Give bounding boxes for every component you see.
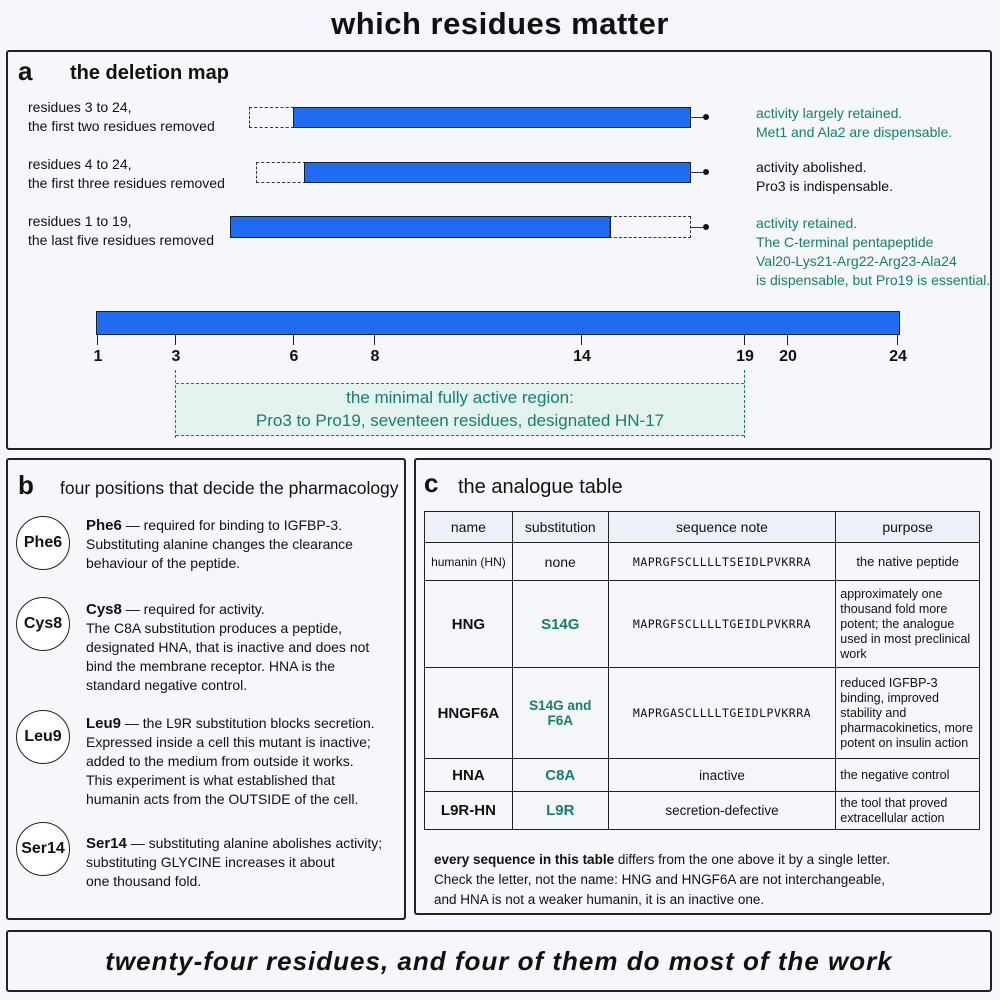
sequence-hng: MAPRGFSCLLLLTGEIDLPVKRRA <box>632 617 812 631</box>
table-cell-substitution: S14G and F6A <box>512 668 608 759</box>
deletion-row-3-missing <box>609 216 691 238</box>
table-cell-sequence: MAPRGFSCLLLLTSEIDLPVKRRA <box>608 543 836 581</box>
table-row <box>425 759 980 792</box>
table-row <box>425 581 980 668</box>
ruler-label-14: 14 <box>573 348 591 365</box>
ruler-tick-8 <box>374 335 375 345</box>
position-line-phe6-2: Substituting alanine changes the clearance <box>86 536 353 552</box>
ruler-label-20: 20 <box>779 348 797 365</box>
table-footnote-line1: differs from the one above it by a single letter. <box>614 852 890 867</box>
position-circle-phe6: Phe6 <box>16 516 70 570</box>
region-text-line2: Pro3 to Pro19, seventeen residues, designated HN-17 <box>255 411 665 430</box>
table-cell-purpose: the native peptide <box>836 543 980 581</box>
deletion-row-1-dot <box>703 114 709 120</box>
deletion-row-3-label-line1: residues 1 to 19, <box>28 213 132 229</box>
table-cell-sequence: inactive <box>608 759 836 792</box>
table-footnote-line3: and HNA is not a weaker humanin, it is an inactive one. <box>434 892 765 907</box>
ruler-label-8: 8 <box>370 348 380 365</box>
position-line-cys8-4: bind the membrane receptor. HNA is the <box>86 658 336 674</box>
deletion-row-3-dot <box>703 224 709 230</box>
panel-a-letter: a <box>18 56 33 86</box>
position-text-ser14 <box>86 834 382 891</box>
deletion-row-1-note <box>756 104 952 142</box>
position-circle-cys8: Cys8 <box>16 597 70 651</box>
table-cell-sequence: MAPRGASCLLLLTGEIDLPVKRRA <box>608 668 836 759</box>
deletion-row-2-missing <box>256 162 306 183</box>
position-line-cys8-3: designated HNA, that is inactive and does not <box>86 639 370 655</box>
position-line-ser14-1: — substituting alanine abolishes activity; <box>126 835 383 851</box>
deletion-row-2-note <box>756 158 893 196</box>
table-cell-purpose: the negative control <box>836 759 980 792</box>
deletion-row-1-missing <box>249 107 294 128</box>
ruler-label-3: 3 <box>171 348 181 365</box>
deletion-row-1-note-line1: activity largely retained. <box>756 105 903 121</box>
position-line-cys8-5: standard negative control. <box>86 677 248 693</box>
table-row <box>425 792 980 830</box>
position-line-leu9-3: added to the medium from outside it works. <box>86 753 354 769</box>
analogue-table <box>424 511 980 830</box>
panel-c-title: the analogue table <box>458 476 623 498</box>
ruler-label-1: 1 <box>93 348 103 365</box>
position-head-cys8: Cys8 <box>86 601 122 618</box>
ruler-tick-14 <box>581 335 582 345</box>
ruler-label-6: 6 <box>289 348 299 365</box>
position-line-ser14-2: substituting GLYCINE increases it about <box>86 854 335 870</box>
table-header-sequence: sequence note <box>608 512 836 543</box>
table-header-substitution: substitution <box>512 512 608 543</box>
deletion-row-2-dot <box>703 169 709 175</box>
table-cell-purpose: the tool that proved extracellular action <box>836 792 980 830</box>
position-head-leu9: Leu9 <box>86 715 122 732</box>
full-length-bar <box>96 311 900 335</box>
position-text-leu9 <box>86 714 375 809</box>
minimal-active-region-text <box>176 386 744 432</box>
region-right-guide <box>744 370 745 438</box>
ruler-tick-1 <box>97 335 98 345</box>
position-head-phe6: Phe6 <box>86 517 122 534</box>
position-circle-leu9: Leu9 <box>16 710 70 764</box>
deletion-row-3-note-line1: activity retained. <box>756 215 858 231</box>
table-cell-name: HNGF6A <box>425 668 513 759</box>
deletion-row-3-label-line2: the last five residues removed <box>28 232 214 248</box>
deletion-row-3-note-line4: is dispensable, but Pro19 is essential. <box>756 272 991 288</box>
deletion-row-3-bar <box>230 216 611 238</box>
table-cell-name: humanin (HN) <box>425 543 513 581</box>
ruler-label-24: 24 <box>889 348 907 365</box>
deletion-row-3-note-line3: Val20-Lys21-Arg22-Arg23-Ala24 <box>756 253 957 269</box>
table-cell-name: HNG <box>425 581 513 668</box>
table-cell-substitution: S14G <box>512 581 608 668</box>
deletion-row-1-bar <box>293 107 691 128</box>
position-line-cys8-2: The C8A substitution produces a peptide, <box>86 620 343 636</box>
table-cell-purpose: approximately one thousand fold more potent; the analogue used in most preclinical work <box>836 581 980 668</box>
deletion-row-3-label <box>28 212 214 250</box>
ruler-tick-24 <box>897 335 898 345</box>
deletion-row-3-note <box>756 214 990 290</box>
table-cell-purpose: reduced IGFBP-3 binding, improved stability and pharmacokinetics, more potent on insulin action <box>836 668 980 759</box>
position-line-leu9-1: — the L9R substitution blocks secretion. <box>121 715 375 731</box>
region-text-line1: the minimal fully active region: <box>346 388 574 407</box>
table-cell-sequence <box>608 581 836 668</box>
table-footnote-line2: Check the letter, not the name: HNG and HNGF6A are not interchangeable, <box>434 872 886 887</box>
footer-banner: twenty-four residues, and four of them do most of the work <box>6 930 992 992</box>
panel-c-letter: c <box>424 468 439 498</box>
deletion-row-2-note-line2: Pro3 is indispensable. <box>756 178 893 194</box>
deletion-row-2-bar <box>304 162 691 183</box>
ruler-label-19: 19 <box>736 348 754 365</box>
panel-a-title: the deletion map <box>70 62 229 84</box>
deletion-row-2-label <box>28 155 225 193</box>
page-title: which residues matter <box>331 6 669 41</box>
table-cell-name: HNA <box>425 759 513 792</box>
position-line-phe6-3: behaviour of the peptide. <box>86 555 241 571</box>
table-cell-name: L9R-HN <box>425 792 513 830</box>
position-line-leu9-4: This experiment is what established that <box>86 772 336 788</box>
table-cell-substitution: L9R <box>512 792 608 830</box>
deletion-row-1-note-line2: Met1 and Ala2 are dispensable. <box>756 124 953 140</box>
table-header-row <box>425 512 980 543</box>
table-cell-sequence: secretion-defective <box>608 792 836 830</box>
deletion-row-1-label-line2: the first two residues removed <box>28 118 215 134</box>
ruler-tick-6 <box>293 335 294 345</box>
table-row <box>425 668 980 759</box>
position-circle-ser14: Ser14 <box>16 822 70 876</box>
position-line-cys8-1: — required for activity. <box>121 601 265 617</box>
position-line-ser14-3: one thousand fold. <box>86 873 202 889</box>
position-head-ser14: Ser14 <box>86 835 127 852</box>
panel-b-letter: b <box>18 470 34 500</box>
table-footnote <box>434 850 984 910</box>
deletion-row-3-note-line2: The C-terminal pentapeptide <box>756 234 934 250</box>
deletion-row-1-label <box>28 98 215 136</box>
ruler-tick-3 <box>175 335 176 345</box>
deletion-row-2-label-line2: the first three residues removed <box>28 175 225 191</box>
deletion-row-2-label-line1: residues 4 to 24, <box>28 156 132 172</box>
table-cell-substitution: none <box>512 543 608 581</box>
deletion-row-1-label-line1: residues 3 to 24, <box>28 99 132 115</box>
table-header-name: name <box>425 512 513 543</box>
table-footnote-bold: every sequence in this table <box>434 852 615 867</box>
position-line-phe6-1: — required for binding to IGFBP-3. <box>121 517 343 533</box>
position-text-cys8 <box>86 600 369 695</box>
position-text-phe6 <box>86 516 353 573</box>
table-header-purpose: purpose <box>836 512 980 543</box>
ruler-tick-20 <box>787 335 788 345</box>
panel-b-title: four positions that decide the pharmacology <box>60 478 399 498</box>
position-line-leu9-2: Expressed inside a cell this mutant is inactive; <box>86 734 371 750</box>
position-line-leu9-5: humanin acts from the OUTSIDE of the cell. <box>86 791 359 807</box>
table-row <box>425 543 980 581</box>
table-cell-substitution: C8A <box>512 759 608 792</box>
ruler-tick-19 <box>744 335 745 345</box>
deletion-row-2-note-line1: activity abolished. <box>756 159 867 175</box>
